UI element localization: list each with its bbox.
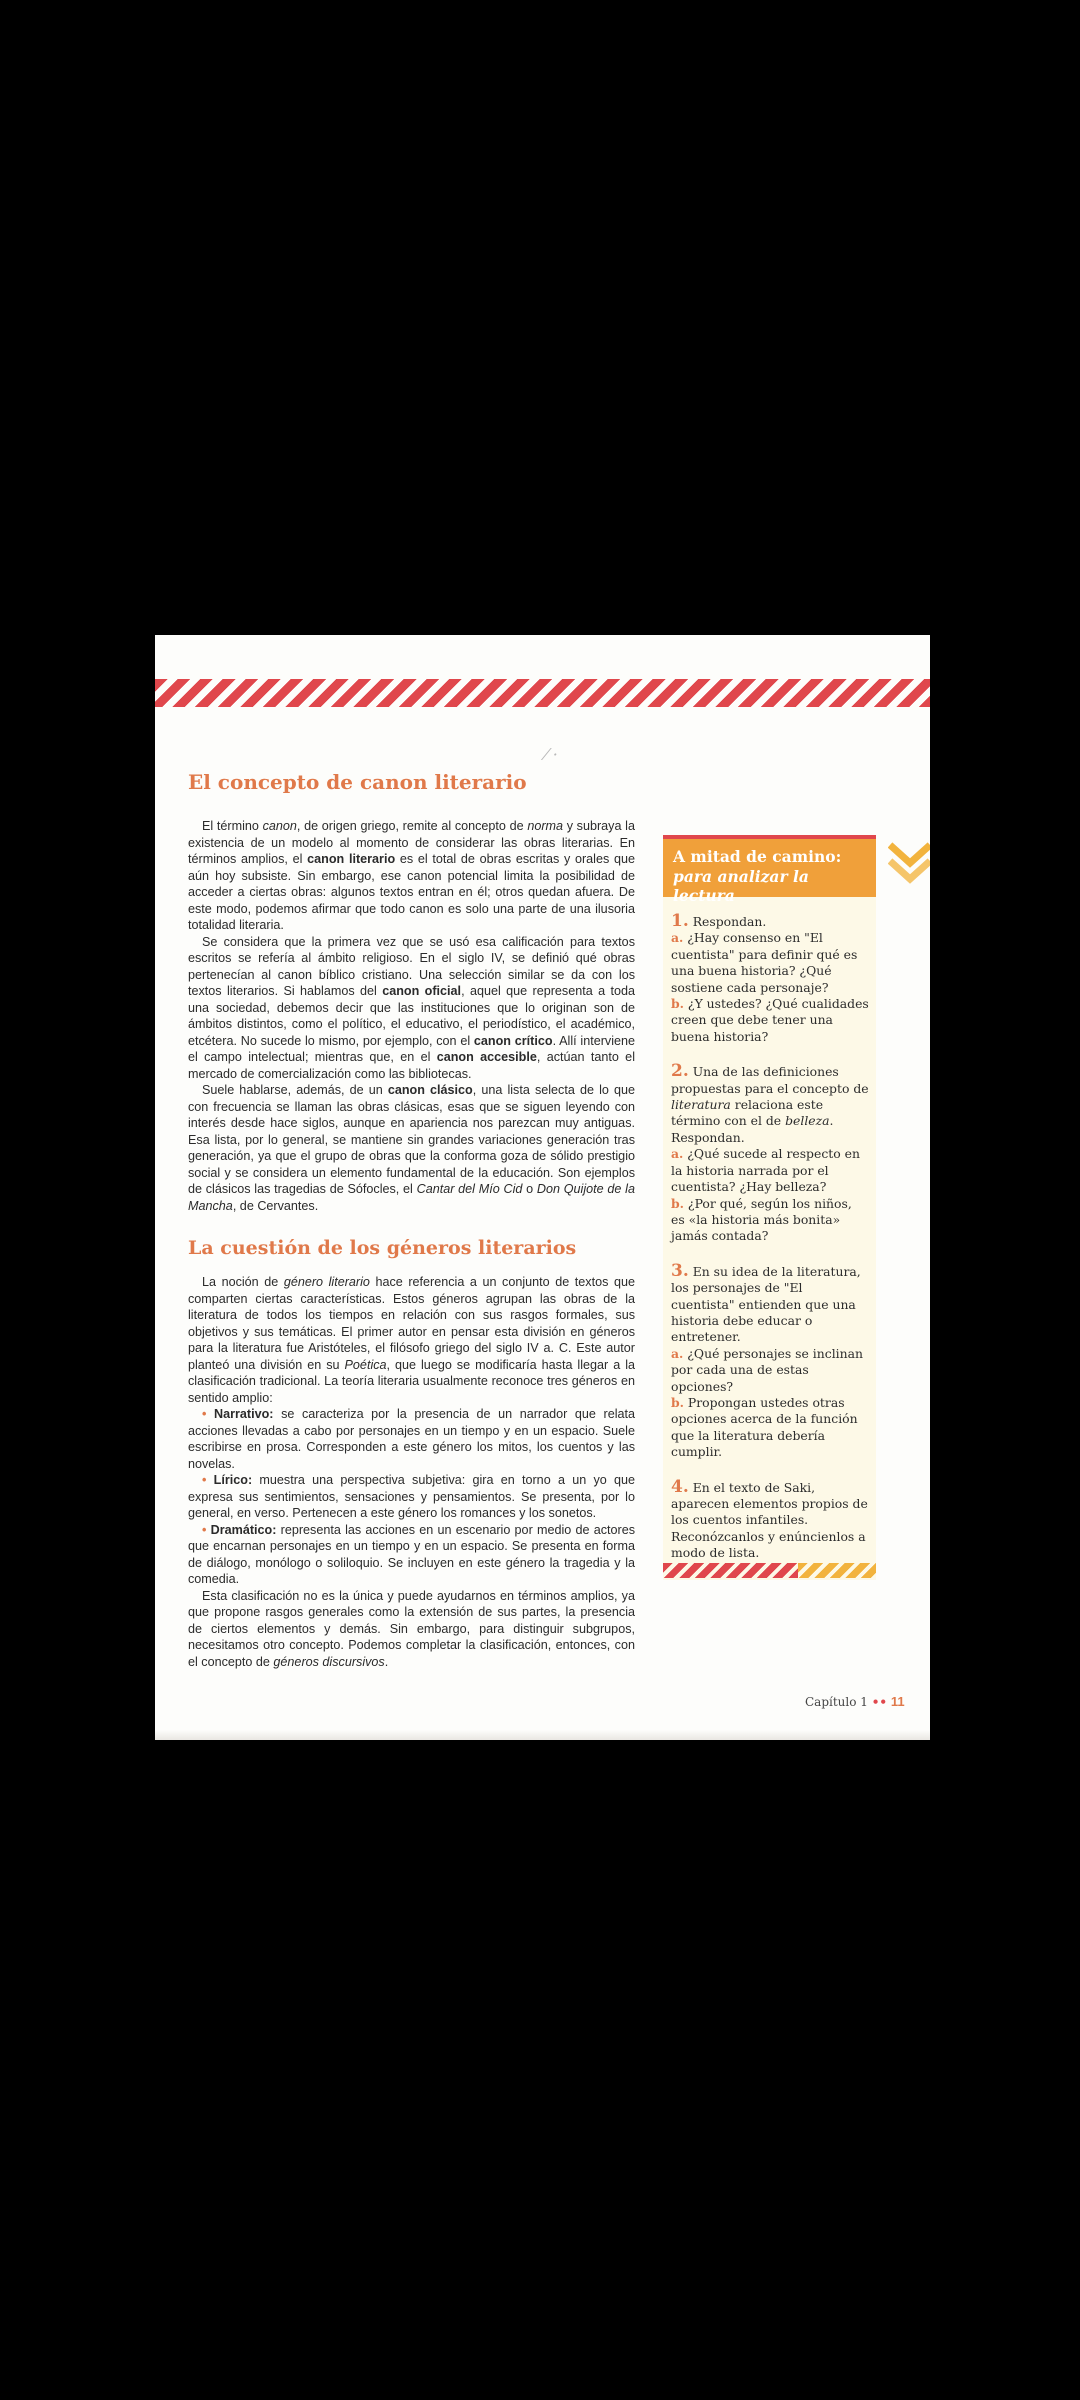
paragraph: Suele hablarse, además, de un canon clásico, una lista selecta de lo que con frecuencia se llaman las obras clásicas, esas que se siguen leyendo con interés desde hace siglos, aunque en apariencia nos parezcan muy antiguas. Esa lista, por lo general, se mantiene sin grandes variaciones generación tras generación, ya que el grupo de obras que la conforma goza de sólido prestigio social y se considera un elemento fundamental de la educación. Son ejemplos de clásicos las tragedias de Sófocles, el Cantar del Mío Cid o Don Quijote de la Mancha, de Cervantes.: [188, 1083, 635, 1213]
footer-dots: ••: [871, 1695, 888, 1709]
sidebar-subtitle: para analizar la lectura: [673, 867, 809, 905]
question-2: 2. Una de las definiciones propuestas para el concepto de literatura relaciona este término con el de belleza. Respondan. a. ¿Qué sucede al respecto en la historia narrada por el cuentista? ¿Hay belleza? b. ¿Por qué, según los niños, es «la historia más bonita» jamás contada?: [671, 1061, 869, 1244]
sidebar-body: [671, 913, 869, 1580]
bullet-item: • Lírico: muestra una perspectiva subjetiva: gira en torno a un yo que expresa sus sentimientos, sensaciones y pensamientos. Se presenta, por lo general, en verso. Pertenecen a este género los romances y los sonetos.: [188, 1473, 635, 1520]
bullet-item: • Dramático: representa las acciones en un escenario por medio de actores que encarnan personajes en un tiempo y en un espacio. Se presenta en forma de diálogo, monólogo o soliloquio. Se incluyen en este género la tragedia y la comedia.: [188, 1522, 636, 1586]
main-column: [188, 770, 635, 1670]
top-stripe-border: [155, 679, 930, 707]
question-4: 4. En el texto de Saki, aparecen elementos propios de los cuentos infantiles. Reconózcanlos y enúncienlos a modo de lista.: [671, 1476, 868, 1561]
chevron-decoration-icon: [888, 841, 930, 885]
bullet-dot-icon: •: [202, 1473, 207, 1487]
question-1: 1. Respondan. a. ¿Hay consenso en "El cuentista" para definir qué es una buena historia? ¿Qué sostiene cada personaje? b. ¿Y ustedes? ¿Qué cualidades creen que debe tener una buena historia?: [671, 911, 869, 1044]
activity-sidebar: [663, 835, 876, 1580]
book-page: [155, 635, 930, 1740]
sidebar-header-bar: [663, 835, 876, 839]
chapter-label: Capítulo 1: [805, 1695, 868, 1709]
page-footer: [805, 1694, 905, 1709]
page-bottom-edge: [155, 1730, 930, 1740]
section-title-canon: El concepto de canon literario: [188, 770, 527, 794]
paragraph: El término canon, de origen griego, remite al concepto de norma y subraya la existencia de un modelo al momento de considerar las obras literarias. En términos amplios, el canon literario es el total de obras escritas y orales que aún hoy subsiste. Sin embargo, ese canon potencial limita la posibilidad de acceder a ciertas obras: algunos textos entran en él; otros quedan afuera. De este modo, podemos afirmar que todo canon es solo una parte de una ilusoria totalidad literaria.: [188, 819, 635, 932]
sidebar-header: [663, 835, 876, 905]
page-number: 11: [890, 1694, 905, 1709]
section-title-generos: La cuestión de los géneros literarios: [188, 1237, 577, 1259]
paragraph: Se considera que la primera vez que se usó esa calificación para textos escritos se refería al ámbito religioso. En el siglo IV, se definió qué obras pertenecían al canon bíblico cristiano. Una selección similar se da con los textos literarios. Si hablamos del canon oficial, aquel que representa a toda una sociedad, debemos decir que las instituciones que lo originan son de ámbitos distintos, como el político, el educativo, el periodístico, el académico, etcétera. No sucede lo mismo, por ejemplo, con el canon crítico. Allí interviene el campo intelectual; mientras que, en el canon accesible, actúan tanto el mercado de comercialización como las bibliotecas.: [188, 934, 636, 1081]
bullet-dot-icon: •: [202, 1407, 207, 1421]
bullet-item: • Narrativo: se caracteriza por la presencia de un narrador que relata acciones llevadas a cabo por personajes en un tiempo y en un espacio. Suele escribirse en prosa. Corresponden a este género los mitos, los cuentos y las novelas.: [188, 1407, 636, 1471]
sidebar-bottom-stripe-yellow: [798, 1563, 876, 1578]
question-3: 3. En su idea de la literatura, los personajes de "El cuentista" entienden que una historia debe educar o entretener. a. ¿Qué personajes se inclinan por cada una de estas opciones? b. Propongan ustedes otras opciones acerca de la función que la literatura debería cumplir.: [671, 1260, 863, 1460]
sidebar-title: A mitad de camino:: [673, 847, 842, 866]
paragraph: Esta clasificación no es la única y puede ayudarnos en términos amplios, ya que propone rasgos generales como la extensión de sus partes, la presencia de ciertos elementos y demás. Sin embargo, para distinguir subgrupos, necesitamos otro concepto. Podemos completar la clasificación, entonces, con el concepto de géneros discursivos.: [188, 1588, 635, 1669]
sidebar-bottom-stripe: [663, 1563, 876, 1578]
paragraph: La noción de género literario hace referencia a un conjunto de textos que comparten ciertas características. Estos géneros agrupan las obras de la literatura de todos los tiempos en relación con sus rasgos formales, sus objetivos y sus temáticas. El primer autor en pensar esta división en géneros para la literatura fue Aristóteles, el filósofo griego del siglo IV a. C. Este autor planteó una división en su Poética, que luego se modificaría hasta llegar a la clasificación tradicional. La teoría literaria usualmente reconoce tres géneros en sentido amplio:: [188, 1275, 635, 1405]
bullet-dot-icon: •: [202, 1522, 207, 1537]
pencil-mark: ⁄ ·: [545, 745, 558, 764]
